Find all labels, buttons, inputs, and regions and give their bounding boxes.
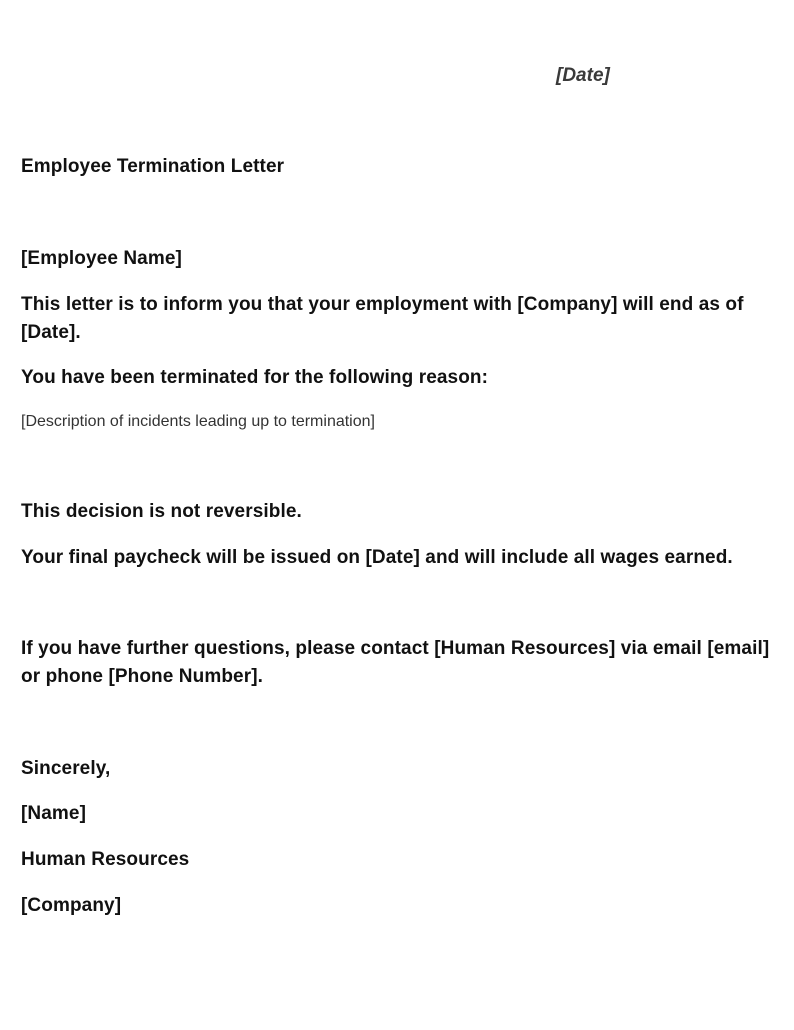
signer-name: [Name]	[21, 803, 87, 824]
signer-company: [Company]	[21, 895, 122, 916]
contact-paragraph: If you have further questions, please contact [Human Resources] via email [email] or phone [Phone Number].	[21, 638, 770, 687]
employee-name: [Employee Name]	[21, 248, 182, 269]
reason-heading: You have been terminated for the following reason:	[21, 367, 489, 388]
letter-date: [Date]	[556, 65, 610, 86]
intro-paragraph: This letter is to inform you that your employment with [Company] will end as of [Date].	[21, 294, 744, 343]
termination-description: [Description of incidents leading up to termination]	[21, 413, 375, 430]
signer-department: Human Resources	[21, 849, 190, 870]
paycheck-statement: Your final paycheck will be issued on [Date] and will include all wages earned.	[21, 547, 733, 568]
letter-title: Employee Termination Letter	[21, 156, 285, 177]
closing: Sincerely,	[21, 758, 111, 779]
decision-statement: This decision is not reversible.	[21, 501, 302, 522]
